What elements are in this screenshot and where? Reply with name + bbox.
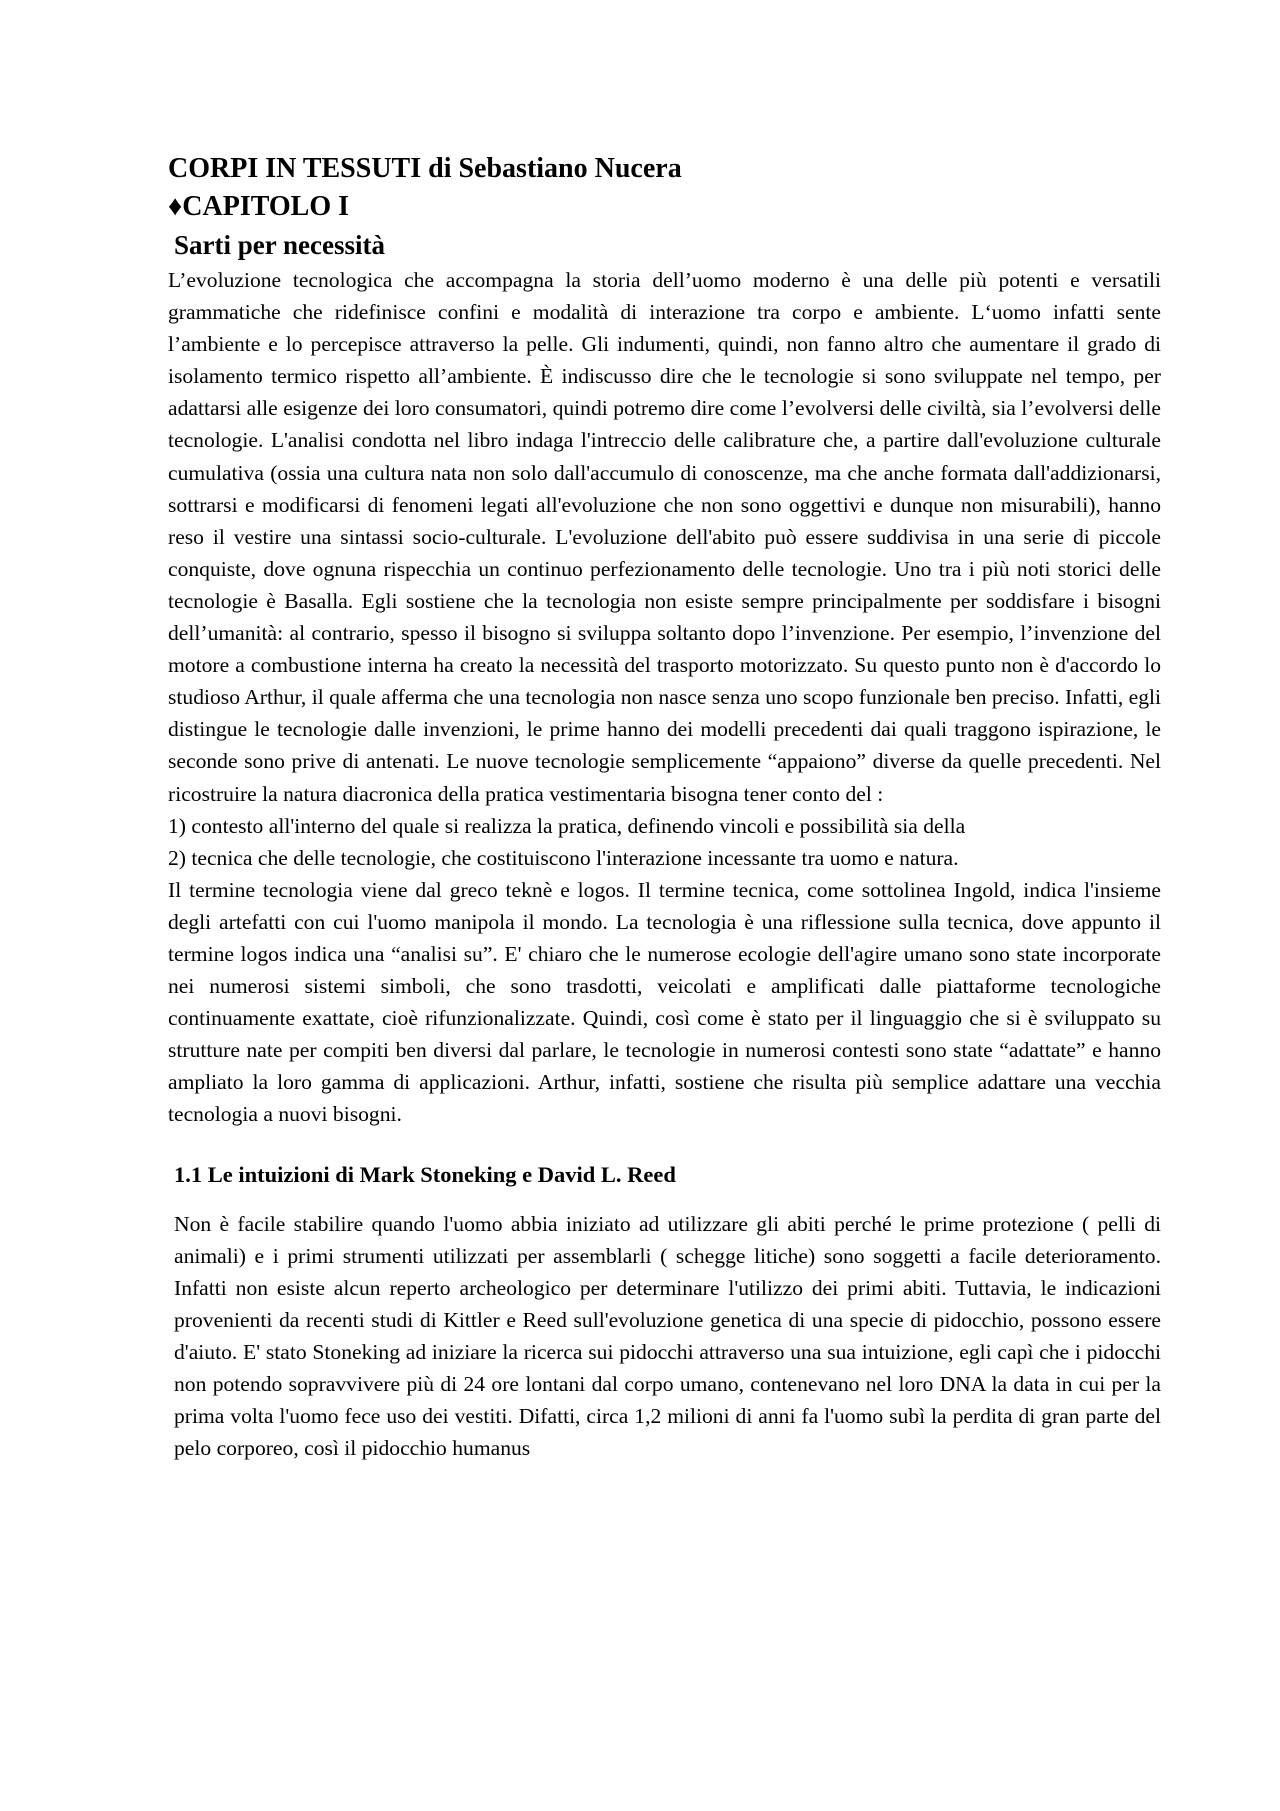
document-title: CORPI IN TESSUTI di Sebastiano Nucera (168, 153, 682, 184)
chapter-subtitle: Sarti per necessità (174, 230, 385, 260)
chapter-heading: ♦CAPITOLO I (168, 191, 350, 222)
section-paragraph: Non è facile stabilire quando l'uomo abbia iniziato ad utilizzare gli abiti perché le prime protezione ( pelli di animali) e i primi strumenti utilizzati per assemblarli ( schegge litiche) sono soggetti a facile deterioramento. Infatti non esiste alcun reperto archeologico per determinare l'utilizzo dei primi abiti. Tuttavia, le indicazioni provenienti da recenti studi di Kittler e Reed sull'evoluzione genetica di una specie di pidocchio, possono essere d'aiuto. E' stato Stoneking ad iniziare la ricerca sui pidocchi attraverso una sua intuizione, egli capì che i pidocchi non potendo sopravvivere più di 24 ore lontani dal corpo umano, contenevano nel loro DNA la data in cui per la prima volta l'uomo fece uso dei vestiti. Difatti, circa 1,2 milioni di anni fa l'uomo subì la perdita di gran parte del pelo corporeo, così il pidocchio humanus (174, 1211, 1161, 1461)
section-heading: 1.1 Le intuizioni di Mark Stoneking e David L. Reed (174, 1161, 676, 1187)
document-page (168, 150, 1161, 1464)
list-item-1: 1) contesto all'interno del quale si realizza la pratica, definendo vincoli e possibilità sia della (168, 813, 966, 838)
second-paragraph: Il termine tecnologia viene dal greco teknè e logos. Il termine tecnica, come sottolinea Ingold, indica l'insieme degli artefatti con cui l'uomo manipola il mondo. La tecnologia è una riflessione sulla tecnica, dove appunto il termine logos indica una “analisi su”. E' chiaro che le numerose ecologie dell'agire umano sono state incorporate nei numerosi sistemi simboli, che sono trasdotti, veicolati e amplificati dalle piattaforme tecnologiche continuamente exattate, cioè rifunzionalizzate. Quindi, così come è stato per il linguaggio che si è sviluppato su strutture nate per compiti ben diversi dal parlare, le tecnologie in numerosi contesti sono state “adattate” e hanno ampliato la loro gamma di applicazioni. Arthur, infatti, sostiene che risulta più semplice adattare una vecchia tecnologia a nuovi bisogni. (168, 877, 1161, 1127)
intro-paragraph: L’evoluzione tecnologica che accompagna la storia dell’uomo moderno è una delle più potenti e versatili grammatiche che ridefinisce confini e modalità di interazione tra corpo e ambiente. L‘uomo infatti sente l’ambiente e lo percepisce attraverso la pelle. Gli indumenti, quindi, non fanno altro che aumentare il grado di isolamento termico rispetto all’ambiente. È indiscusso dire che le tecnologie si sono sviluppate nel tempo, per adattarsi alle esigenze dei loro consumatori, quindi potremo dire come l’evolversi delle civiltà, sia l’evolversi delle tecnologie. L'analisi condotta nel libro indaga l'intreccio delle calibrature che, a partire dall'evoluzione culturale cumulativa (ossia una cultura nata non solo dall'accumulo di conoscenze, ma che anche formata dall'addizionarsi, sottrarsi e modificarsi di fenomeni legati all'evoluzione che non sono oggettivi e dunque non misurabili), hanno reso il vestire una sintassi socio-culturale. L'evoluzione dell'abito può essere suddivisa in una serie di piccole conquiste, dove ognuna rispecchia un continuo perfezionamento delle tecnologie. Uno tra i più noti storici delle tecnologie è Basalla. Egli sostiene che la tecnologia non esiste sempre principalmente per soddisfare i bisogni dell’umanità: al contrario, spesso il bisogno si sviluppa soltanto dopo l’invenzione. Per esempio, l’invenzione del motore a combustione interna ha creato la necessità del trasporto motorizzato. Su questo punto non è d'accordo lo studioso Arthur, il quale afferma che una tecnologia non nasce senza uno scopo funzionale ben preciso. Infatti, egli distingue le tecnologie dalle invenzioni, le prime hanno dei modelli precedenti dai quali traggono ispirazione, le seconde sono prive di antenati. Le nuove tecnologie semplicemente “appaiono” diverse da quelle precedenti. Nel ricostruire la natura diacronica della pratica vestimentaria bisogna tener conto del : (168, 268, 1161, 806)
list-item-2: 2) tecnica che delle tecnologie, che costituiscono l'interazione incessante tra uomo e natura. (168, 845, 959, 870)
